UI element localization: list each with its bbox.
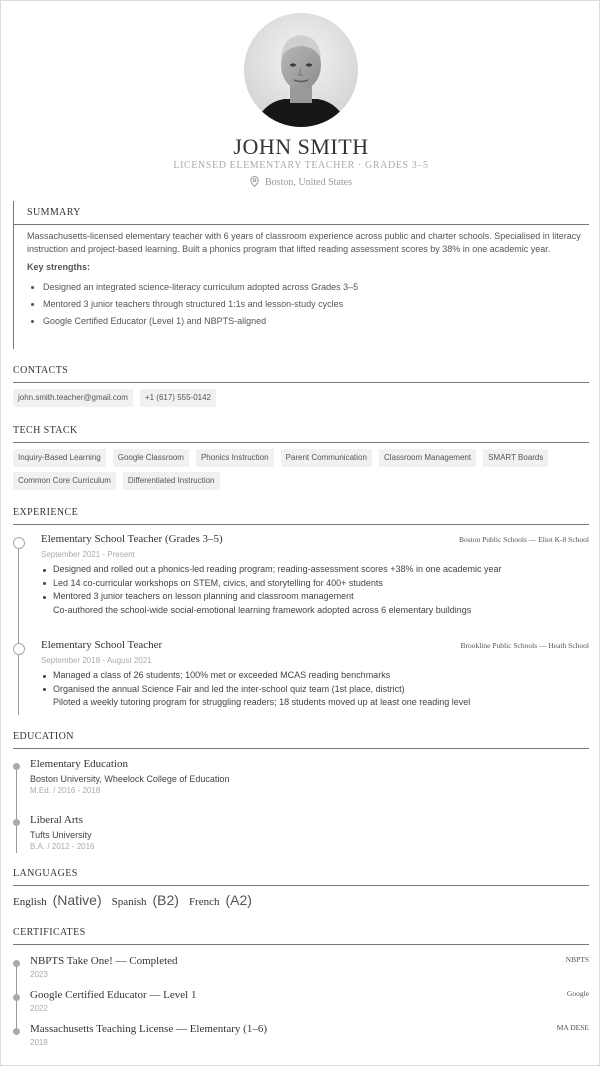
summary-divider bbox=[14, 224, 589, 225]
experience-title: Elementary School Teacher bbox=[41, 639, 163, 651]
timeline-marker bbox=[13, 537, 25, 549]
experience-company: Boston Public Schools — Eliot K-8 School bbox=[458, 535, 589, 544]
certificate-name: Massachusetts Teaching License — Elementary (1–6) bbox=[30, 1023, 267, 1035]
strengths-label: Key strengths: bbox=[27, 262, 91, 272]
education-meta: B.A. / 2012 - 2016 bbox=[30, 842, 95, 851]
skill-chip: Google Classroom bbox=[113, 449, 189, 467]
map-pin-icon bbox=[250, 176, 259, 190]
list-item: Organised the annual Science Fair and led the inter-school quiz team (1st place, district) bbox=[41, 683, 581, 697]
skill-chip: Phonics Instruction bbox=[196, 449, 274, 467]
tech-stack-heading: TECH STACK bbox=[13, 425, 78, 436]
certificate-year: 2018 bbox=[30, 1038, 48, 1047]
experience-date: September 2018 - August 2021 bbox=[41, 656, 152, 665]
skill-chip: Differentiated Instruction bbox=[123, 472, 220, 490]
education-school: Tufts University bbox=[30, 830, 92, 840]
list-item: Managed a class of 26 students; 100% met or exceeded MCAS reading benchmarks bbox=[41, 669, 581, 683]
experience-company: Brookline Public Schools — Heath School bbox=[460, 641, 589, 650]
certificates-heading: CERTIFICATES bbox=[13, 927, 86, 938]
skill-chip: Inquiry-Based Learning bbox=[13, 449, 106, 467]
list-item: Google Certified Educator (Level 1) and NBPTS-aligned bbox=[27, 313, 589, 330]
certificate-year: 2022 bbox=[30, 1004, 48, 1013]
candidate-name: JOHN SMITH bbox=[233, 134, 369, 159]
list-item: Piloted a weekly tutoring program for struggling readers; 18 students moved up at least one reading level bbox=[53, 697, 471, 707]
education-section bbox=[13, 731, 589, 859]
contacts-heading: CONTACTS bbox=[13, 365, 69, 376]
summary-heading: SUMMARY bbox=[27, 207, 81, 218]
timeline-marker bbox=[13, 994, 20, 1001]
list-item: Designed and rolled out a phonics-led reading program; reading-assessment scores +38% in one academic year bbox=[41, 563, 581, 577]
language-level: (Native) bbox=[52, 892, 102, 908]
list-item: Co-authored the school-wide social-emotional learning framework adopted across 6 elementary buildings bbox=[53, 604, 472, 615]
phone-contact[interactable]: +1 (617) 555-0142 bbox=[140, 389, 216, 407]
experience-bullets bbox=[41, 669, 581, 710]
language-name: English bbox=[13, 896, 47, 908]
timeline-marker bbox=[13, 819, 20, 826]
education-divider bbox=[13, 748, 589, 749]
education-school: Boston University, Wheelock College of Education bbox=[30, 774, 230, 784]
certificate-issuer: NBPTS bbox=[565, 955, 589, 964]
timeline-marker bbox=[13, 1028, 20, 1035]
summary-text: Massachusetts-licensed elementary teacher with 6 years of classroom experience across public and charter schools. Specialised in literacy instruction and project-based learning. Built a phonics program that lifted reading assessment scores by 38% in one academic year. bbox=[27, 231, 581, 254]
certificates-divider bbox=[13, 944, 589, 945]
list-item: Led 14 co-curricular workshops on STEM, civics, and storytelling for 400+ students bbox=[41, 577, 581, 591]
contacts-section bbox=[13, 365, 589, 412]
language-name: Spanish bbox=[111, 896, 147, 908]
experience-date: September 2021 - Present bbox=[41, 550, 135, 559]
list-item: Designed an integrated science-literacy curriculum adopted across Grades 3–5 bbox=[27, 279, 589, 296]
profile-photo bbox=[244, 13, 358, 127]
education-heading: EDUCATION bbox=[13, 731, 74, 742]
language-name: French bbox=[188, 896, 220, 908]
education-meta: M.Ed. / 2016 - 2018 bbox=[30, 786, 101, 795]
email-contact[interactable]: john.smith.teacher@gmail.com bbox=[13, 389, 133, 407]
education-timeline bbox=[16, 765, 17, 853]
skill-chip: SMART Boards bbox=[483, 449, 548, 467]
summary-section bbox=[13, 201, 589, 349]
language-level: (A2) bbox=[225, 892, 252, 908]
certificate-year: 2023 bbox=[30, 970, 48, 979]
tech-stack-section bbox=[13, 425, 589, 495]
skill-chip: Parent Communication bbox=[281, 449, 372, 467]
strengths-list bbox=[27, 279, 589, 330]
education-degree: Elementary Education bbox=[30, 758, 129, 770]
education-degree: Liberal Arts bbox=[30, 814, 83, 826]
skill-list bbox=[13, 449, 589, 495]
job-title: LICENSED ELEMENTARY TEACHER · GRADES 3–5 bbox=[173, 160, 429, 171]
languages-heading: LANGUAGES bbox=[13, 868, 78, 879]
language-list bbox=[13, 892, 589, 908]
experience-bullets bbox=[41, 563, 581, 617]
timeline-marker bbox=[13, 960, 20, 967]
location bbox=[1, 176, 600, 190]
skill-chip: Classroom Management bbox=[379, 449, 476, 467]
experience-divider bbox=[13, 524, 589, 525]
list-item: Mentored 3 junior teachers on lesson planning and classroom management bbox=[41, 590, 581, 604]
skill-chip: Common Core Curriculum bbox=[13, 472, 116, 490]
certificate-name: NBPTS Take One! — Completed bbox=[30, 955, 178, 967]
certificates-section bbox=[13, 927, 589, 1051]
certificate-issuer: Google bbox=[566, 989, 589, 998]
location-text: Boston, United States bbox=[265, 177, 352, 188]
timeline-marker bbox=[13, 643, 25, 655]
list-item: Mentored 3 junior teachers through structured 1:1s and lesson-study cycles bbox=[27, 296, 589, 313]
contact-list bbox=[13, 389, 589, 412]
languages-section bbox=[13, 868, 589, 908]
tech-stack-divider bbox=[13, 442, 589, 443]
certificate-issuer: MA DESE bbox=[556, 1023, 589, 1032]
experience-heading: EXPERIENCE bbox=[13, 507, 79, 518]
experience-timeline bbox=[18, 545, 19, 715]
timeline-marker bbox=[13, 763, 20, 770]
languages-divider bbox=[13, 885, 589, 886]
certificate-name: Google Certified Educator — Level 1 bbox=[30, 989, 197, 1001]
experience-section bbox=[13, 507, 589, 715]
experience-title: Elementary School Teacher (Grades 3–5) bbox=[41, 533, 223, 545]
language-level: (B2) bbox=[152, 892, 179, 908]
contacts-divider bbox=[13, 382, 589, 383]
